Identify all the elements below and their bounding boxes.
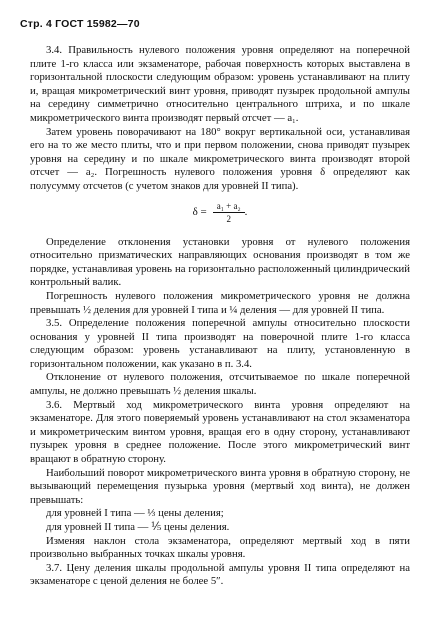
formula <box>30 201 410 224</box>
document-body <box>30 44 410 589</box>
paragraph-3-6: 3.6. Мертвый ход микрометрического винта уровня определяют на экзаменаторе. Для этого поверяемый уровень устанавливают на стол экзаменатора и микрометрическим винтом уровня, вращая его в одну сторону, устанавливают пузырек уровня в среднее положение. После этого микрометрический винт вращают в обратную сторону. <box>30 398 410 466</box>
paragraph-zero-position: Затем уровень поворачивают на 180° вокруг вертикальной оси, устанавливая его на то же место плиты, что и при первом положении, снова приводят пузырек уровня на середину и по шкале микрометрического винта производят второй отсчет — a₂. Погрешность нулевого положения уровня δ определяют как полусумму отсчетов (с учетом знаков для уровней II типа). <box>30 125 410 192</box>
paragraph-error-limit: Погрешность нулевого положения микрометрического уровня не должна превышать ½ деления для уровней I типа и ¼ деления — для уровней II типа. <box>30 289 410 316</box>
paragraph-dead-travel: Изменяя наклон стола экзаменатора, определяют мертвый ход в пяти произвольно выбранных точках шкалы уровня. <box>30 534 410 561</box>
list-item-type-1: для уровней I типа — ⅓ цены деления; <box>46 507 224 520</box>
page-header: Стр. 4 ГОСТ 15982—70 <box>20 18 140 30</box>
paragraph-max-turn: Наибольший поворот микрометрического винта уровня в обратную сторону, не вызывающий перемещения пузырька уровня (мертвый ход винта), не должен превышать: <box>30 466 410 506</box>
paragraph-3-5: 3.5. Определение положения поперечной ампулы относительно плоскости основания у уровней II типа производят на поверочной плите 1-го класса следующим образом: уровень устанавливают на плиту, установленную в горизонтальном положении, как указано в п. 3.4. <box>30 317 410 370</box>
formula-lhs: δ = <box>192 206 207 219</box>
list-item-type-2: для уровней II типа — ⅕ цены деления. <box>46 521 230 533</box>
formula-fraction <box>213 201 245 224</box>
paragraph-deviation: Определение отклонения установки уровня от нулевого положения относительно призматических направляющих основания производят в том же порядке, устанавливая уровень на горизонтально расположенный цилиндрический контрольный валик. <box>30 235 410 289</box>
formula-end: . <box>244 206 248 219</box>
paragraph-3-7: 3.7. Цену деления шкалы продольной ампулы уровня II типа определяют на экзаменаторе с ценой деления не более 5″. <box>30 561 410 588</box>
paragraph-3-4: 3.4. Правильность нулевого положения уровня определяют на поперечной плите 1-го класса или экзаменаторе, рабочая поверхность которых выставлена в горизонтальной плоскости следующим образом: уровень устанавливают на плиту и, вращая микрометрический винт уровня, приводят пузырек продольной ампулы на середину симметрично относительно центрального штриха, и по шкале микрометрического винта производят первый отсчет — a₁. <box>30 44 410 124</box>
formula-numerator: a₁ + a₂ <box>213 201 245 213</box>
formula-denominator: 2 <box>226 213 231 224</box>
paragraph-cross-ampoule: Отклонение от нулевого положения, отсчитываемое по шкале поперечной ампулы, не должно превышать ½ деления шкалы. <box>30 371 410 398</box>
